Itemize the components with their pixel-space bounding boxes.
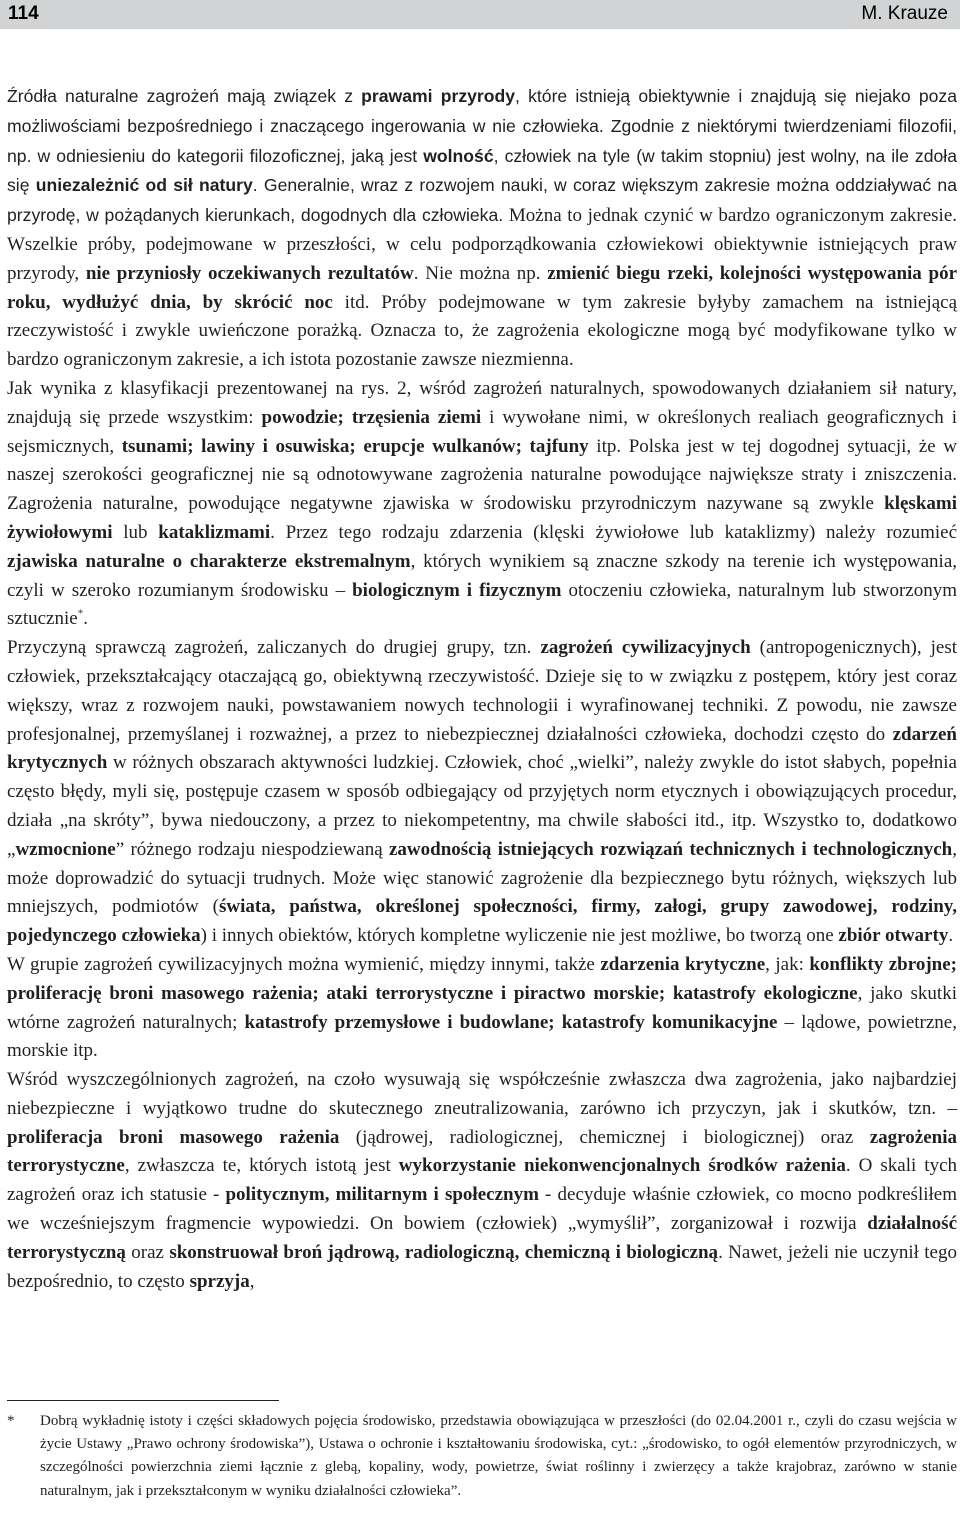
text-run: Można to jednak czynić w bardzo ograniczonym zakresie. Wszelkie próby, podejmowane w przeszłości, w celu podporządkowania człowiekowi obiektywnie istniejących praw przyrody,: [7, 205, 957, 284]
paragraph: [7, 375, 957, 634]
text-run: . O skali tych zagrożeń oraz ich statusie -: [7, 1155, 958, 1206]
bold-text: kataklizmami: [158, 521, 271, 543]
text-run: , jako skutki wtórne zagrożeń naturalnych;: [7, 982, 957, 1033]
text-run: - decyduje właśnie człowiek, co mocno podkreśliłem we wcześniejszym fragmencie wypowiedzi. On bowiem (człowiek) „wymyślił”, zorganizował i rozwija: [7, 1184, 957, 1235]
bold-text: biologicznym i fizycznym: [352, 579, 562, 601]
bold-text: zdarzeń krytycznych: [7, 723, 957, 774]
bold-text: prawami przyrody: [361, 86, 516, 106]
paragraph: [7, 634, 957, 951]
footnote: [7, 1410, 957, 1503]
text-run: itd. Próby podejmowane w tym zakresie byłyby zamachem na istniejącą rzeczywistość i zwykle uwieńczone porażką. Oznacza to, że zagrożenia ekologiczne mogą być modyfikowane tylko w bardzo ograniczonym zakresie, a ich istota pozostanie zawsze niezmienna.: [7, 291, 957, 371]
text-run: , których wynikiem są znaczne szkody na terenie ich występowania, czyli w szeroko rozumianym środowisku –: [7, 550, 957, 601]
bold-text: zmienić biegu rzeki, kolejności występowania pór roku, wydłużyć dnia, by skrócić noc: [7, 262, 958, 313]
bold-text: zdarzenia krytyczne: [600, 953, 766, 975]
text-run: . Nie można np.: [413, 262, 548, 284]
bold-text: świata, państwa, określonej społeczności, firmy, załogi, grupy zawodowej, rodziny, pojedynczego człowieka: [7, 896, 957, 947]
page-header: [0, 0, 960, 29]
bold-text: nie przyniosły oczekiwanych rezultatów: [85, 262, 414, 284]
text-run: (jądrowej, radiologicznej, chemicznej i biologicznej) oraz: [339, 1126, 870, 1148]
bold-text: wykorzystanie niekonwencjonalnych środków rażenia: [398, 1155, 846, 1177]
text-run: Źródła naturalne zagrożeń mają związek z: [7, 86, 362, 106]
text-run: (antropogenicznych), jest człowiek, przekształcający otaczającą go, obiektywną rzeczywistość. Dzieje się to w związku z postępem, który jest coraz większy, wraz z rozwojem nauki, powstawaniem nowych technologii i wyrafinowanej techniki. Z powodu, nie zawsze profesjonalnej, przemyślanej i rozważnej, a przez to niebezpiecznej działalności człowieka, dochodzi często do: [7, 637, 958, 745]
bold-text: wolność: [423, 145, 494, 166]
bold-text: zjawiska naturalne o charakterze ekstremalnym: [7, 550, 411, 572]
body-text: [7, 82, 957, 1296]
running-author: M. Krauze: [861, 3, 948, 24]
text-run: , człowiek na tyle (w takim stopniu) jest wolny, na ile zdoła się: [7, 145, 957, 196]
bold-text: zagrożeń cywilizacyjnych: [540, 637, 751, 659]
text-run: .: [948, 925, 954, 947]
bold-text: powodzie; trzęsienia ziemi: [261, 406, 482, 428]
paragraph: [7, 82, 957, 375]
text-run: oraz: [125, 1241, 170, 1263]
bold-text: działalność terrorystyczną: [7, 1213, 957, 1263]
text-run: . Przez tego rodzaju zdarzenia (klęski żywiołowe lub kataklizmy) należy rozumieć: [270, 521, 957, 543]
bold-text: uniezależnić od sił natury: [35, 175, 253, 196]
bold-text: konflikty zbrojne; proliferację broni masowego rażenia; ataki terrorystyczne i piractwo morskie; katastrofy ekologiczne: [7, 953, 957, 1004]
text-run: ,: [249, 1270, 255, 1292]
text-run: i wywołane nimi, w określonych realiach geograficznych i sejsmicznych,: [7, 406, 957, 457]
page-number: 114: [8, 3, 39, 24]
text-run: ) i innych obiektów, których kompletne wyliczenie nie jest możliwe, bo tworzą one: [200, 925, 839, 947]
bold-text: katastrofy przemysłowe i budowlane; katastrofy komunikacyjne: [244, 1011, 778, 1033]
text-run: – lądowe, powietrzne, morskie itp.: [7, 1011, 957, 1062]
bold-text: wzmocnione: [15, 838, 116, 860]
footnote-text: Dobrą wykładnię istoty i części składowych pojęcia środowisko, przedstawia obowiązująca w przeszłości (do 02.04.2001 r., czyli do czasu wejścia w życie Ustawy „Prawo ochrony środowiska”), Ustawa o ochronie i kształtowaniu środowiska, cyt.: „środowisko, to ogół elementów przyrodniczych, w szczególności powierzchnia ziemi łącznie z glebą, kopaliny, wody, powietrze, świat roślinny i zwierzęcy a także krajobraz, zarówno w stanie naturalnym, jak i przekształconym w wyniku działalności człowieka”.: [40, 1413, 957, 1499]
bold-text: zawodnością istniejących rozwiązań technicznych i technologicznych: [388, 838, 953, 860]
text-run: , które istnieją obiektywnie i znajdują się niejako poza możliwościami bezpośredniego i znaczącego ingerowania w nie człowieka. Zgodnie z niektórymi twierdzeniami filozofii, np. w odniesieniu do kategorii filozoficznej, jaką jest: [7, 86, 957, 166]
text-run: w różnych obszarach aktywności ludzkiej. Człowiek, choć „wielki”, należy zwykle do istot słabych, popełnia często błędy, myli się, postępuje czasem w sposób odbiegający od przyjętych norm etycznych i obowiązujących procedur, działa „na skróty”, bywa niedouczony, a przez to niekompetentny, ma chwile słabości itd., itp. Wszystko to, dodatkowo „: [7, 752, 957, 860]
bold-text: sprzyja: [189, 1270, 250, 1292]
text-run: , zwłaszcza te, których istotą jest: [124, 1155, 399, 1177]
bold-text: zbiór otwarty: [838, 925, 949, 947]
bold-text: tsunami; lawiny i osuwiska; erupcje wulkanów; tajfuny: [121, 435, 589, 457]
text-run: Wśród wyszczególnionych zagrożeń, na czoło wysuwają się współcześnie zwłaszcza dwa zagrożenia, jako najbardziej niebezpieczne i wyjątkowo trudne do skutecznego zneutralizowania, zarówno ich przyczyn, jak i skutków, tzn. –: [7, 1069, 957, 1119]
footnote-ref: *: [77, 608, 84, 621]
text-run: itp. Polska jest w tej dogodnej sytuacji, że w naszej szerokości geograficznej nie są odnotowywane zagrożenia naturalne powodujące największe straty i zniszczenia. Zagrożenia naturalne, powodujące negatywne zjawiska w środowisku przyrodniczym nazywane są zwykle: [7, 435, 957, 515]
paragraph: [7, 951, 957, 1066]
text-run: W grupie zagrożeń cywilizacyjnych można wymienić, między innymi, także: [7, 953, 601, 975]
text-run: lub: [112, 521, 159, 543]
paragraph: [7, 1066, 957, 1296]
footnote-mark: *: [7, 1413, 15, 1429]
footnote-divider: [7, 1400, 279, 1401]
bold-text: zagrożenia terrorystyczne: [7, 1126, 957, 1177]
bold-text: klęskami żywiołowymi: [7, 493, 957, 543]
text-run: , jak:: [765, 953, 810, 975]
bold-text: politycznym, militarnym i społecznym: [225, 1184, 539, 1206]
text-run: ” różnego rodzaju niespodziewaną: [115, 838, 389, 860]
text-run: , może doprowadzić do sytuacji trudnych. Może więc stanowić zagrożenie dla bezpiecznego bytu różnych, większych lub mniejszych, podmiotów (: [7, 838, 958, 918]
text-run: Przyczyną sprawczą zagrożeń, zaliczanych do drugiej grupy, tzn.: [7, 637, 541, 659]
bold-text: proliferacja broni masowego rażenia: [7, 1126, 340, 1148]
text-run: . Generalnie, wraz z rozwojem nauki, w coraz większym zakresie można oddziaływać na przyrodę, w pożądanych kierunkach, dogodnych dla człowieka.: [7, 175, 957, 226]
text-run: .: [83, 608, 88, 630]
text-run: otoczeniu człowieka, naturalnym lub stworzonym sztucznie: [7, 579, 957, 630]
text-run: . Nawet, jeżeli nie uczynił tego bezpośrednio, to często: [7, 1241, 957, 1292]
text-run: Jak wynika z klasyfikacji prezentowanej na rys. 2, wśród zagrożeń naturalnych, spowodowanych działaniem sił natury, znajdują się przede wszystkim:: [7, 377, 957, 428]
bold-text: skonstruował broń jądrową, radiologiczną, chemiczną i biologiczną: [169, 1241, 719, 1263]
